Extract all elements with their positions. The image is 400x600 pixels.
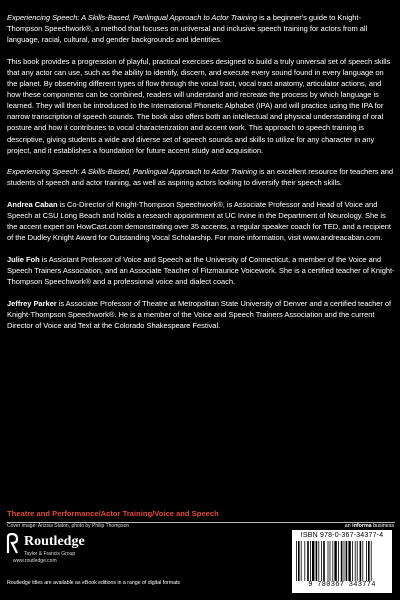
audience-paragraph-text: is an excellent resource for teachers and students of speech and actor training, as well as aspiring actors looking to diversify their speech skills. bbox=[7, 167, 394, 188]
subject-categories: Theatre and Performance/Actor Training/Voice and Speech bbox=[7, 509, 395, 523]
author-name: Jeffrey Parker bbox=[7, 298, 57, 308]
intro-paragraph-text: is a beginner's guide to Knight-Thompson Speechwork®, a method that focuses on universal and inclusive speech training for actors from all language, racial, cultural, and gender backgrounds and identities. bbox=[7, 13, 368, 45]
author-name: Julie Foh bbox=[7, 255, 40, 265]
publisher-logo bbox=[6, 533, 96, 567]
cover-credit: Cover image: Arizsia Staton, photo by Philip Thompson bbox=[7, 523, 130, 529]
isbn-label: ISBN 978-0-367-34377-4 bbox=[300, 532, 384, 539]
description-paragraph: This book provides a progression of playful, practical exercises designed to build a truly universal set of speech skills that any actor can use, such as the ability to identify, discern, and execute every sound found in every language on the planet. By observing different types of flow through the vocal tract, vocal tract anatomy, articulator actions, and how these components can be combined, readers will understand and recreate the process by which language is learned. They will then be introduced to the International Phonetic Alphabet (IPA) and will practice using the IPA for narrow transcription of speech sounds. The book also offers both an intellectual and physical understanding of oral posture and how it contributes to vocal characterization and accent work. This approach to speech training is descriptive, giving students a wide and diverse set of speech sounds and skills to utilize for any character in any project, and it establishes a foundation for future accent study and acquisition. bbox=[7, 56, 391, 155]
publisher-group: Taylor & Francis Group bbox=[24, 551, 76, 557]
author-bio-foh bbox=[7, 254, 395, 287]
barcode-digits: 9 780367 343774 bbox=[308, 581, 376, 589]
publisher-name: Routledge bbox=[24, 534, 85, 549]
informa-business bbox=[306, 523, 394, 529]
isbn-barcode bbox=[292, 530, 392, 593]
informa-prefix: an bbox=[344, 523, 353, 529]
informa-word: informa bbox=[352, 523, 372, 529]
author-bio-text: is Associate Professor of Theatre at Metropolitan State University of Denver and a certified teacher of Knight-Thompson Speechwork®. He is a member of the Voice and Speech Trainers Association and the current Director of Voice and Text at the Colorado Shakespeare Festival. bbox=[7, 298, 392, 331]
author-bio-parker bbox=[7, 298, 395, 331]
author-bio-text: is Assistant Professor of Voice and Speech at the University of Connecticut, a member of the Voice and Speech Trainers Association, and an Associate Teacher of Fitzmaurice Voicework. She is a certified teacher of Knight-Thompson Speechwork® and a professional voice and dialect coach. bbox=[7, 255, 395, 287]
publisher-url: www.routledge.com bbox=[13, 558, 57, 564]
author-bio-caban bbox=[7, 199, 395, 243]
book-title-italic: Experiencing Speech: A Skills-Based, Panlingual Approach to Actor Training bbox=[7, 13, 258, 22]
author-bio-text: is Co-Director of Knight-Thompson Speechwork®, is Associate Professor and Head of Voice and Speech at CSU Long Beach and holds a research appointment at UC Irvine in the Department of Neurology. She is the accent expert on HowCast.com demonstrating over 35 accents, a regular speaker coach for TED, and a recipient of the Dudley Knight Award for Outstanding Vocal Scholarship. For more information, visit www.andreacaban.com. bbox=[7, 200, 391, 243]
routledge-logo-icon bbox=[6, 533, 20, 555]
audience-paragraph bbox=[7, 166, 395, 188]
intro-paragraph bbox=[7, 12, 395, 45]
author-name: Andrea Caban bbox=[7, 200, 58, 210]
ebook-note: Routledge titles are available as eBook editions in a range of digital formats bbox=[7, 580, 181, 586]
barcode-icon bbox=[296, 541, 388, 581]
informa-suffix: business bbox=[371, 523, 394, 529]
back-cover-text bbox=[7, 12, 395, 342]
book-title-italic: Experiencing Speech: A Skills-Based, Panlingual Approach to Actor Training bbox=[7, 167, 258, 177]
